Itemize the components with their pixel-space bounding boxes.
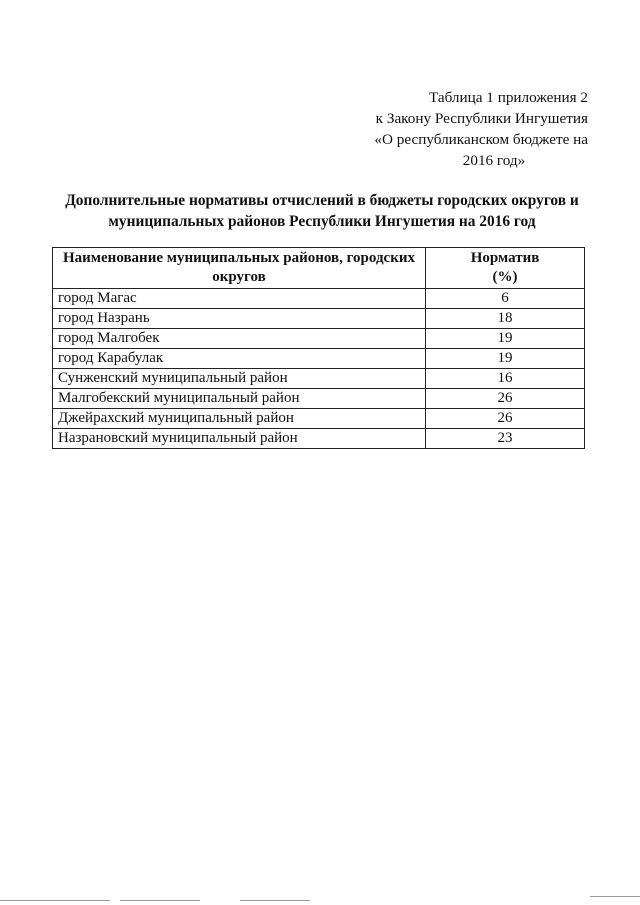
row-value-cell: 16 — [426, 369, 585, 389]
table-row — [53, 309, 585, 329]
row-name-cell: Джейрахский муниципальный район — [53, 409, 426, 429]
row-name-cell: Назрановский муниципальный район — [53, 429, 426, 449]
appendix-line-1: Таблица 1 приложения 2 — [428, 89, 588, 106]
row-value-cell: 23 — [426, 429, 585, 449]
scan-artifact-line — [240, 900, 310, 901]
row-name-cell: город Назрань — [53, 309, 426, 329]
row-name-cell: город Карабулак — [53, 349, 426, 369]
row-name-cell: город Малгобек — [53, 329, 426, 349]
header-name-line-2: округов — [212, 269, 266, 285]
row-value-cell: 19 — [426, 349, 585, 369]
header-name-cell — [53, 248, 426, 289]
row-name-cell: город Магас — [53, 289, 426, 309]
table-row — [53, 349, 585, 369]
row-name-cell: Малгобекский муниципальный район — [53, 389, 426, 409]
header-name-line-1: Наименование муниципальных районов, городских — [63, 250, 415, 266]
appendix-reference — [340, 87, 588, 171]
row-value-cell: 18 — [426, 309, 585, 329]
table-row — [53, 409, 585, 429]
table-header-row — [53, 248, 585, 289]
header-value-line-1: Норматив — [470, 250, 540, 266]
document-title — [52, 190, 592, 232]
row-value-cell: 26 — [426, 409, 585, 429]
table-row — [53, 289, 585, 309]
appendix-line-3: «О республиканском бюджете на — [374, 131, 588, 148]
appendix-line-4: 2016 год» — [462, 152, 526, 169]
table-row — [53, 429, 585, 449]
header-value-line-2: (%) — [492, 269, 518, 285]
row-value-cell: 6 — [426, 289, 585, 309]
header-value-cell — [426, 248, 585, 289]
row-value-cell: 19 — [426, 329, 585, 349]
scan-artifact-line — [120, 900, 200, 901]
scan-artifact-line — [0, 900, 110, 901]
table-row — [53, 369, 585, 389]
table-row — [53, 329, 585, 349]
table-row — [53, 389, 585, 409]
row-name-cell: Сунженский муниципальный район — [53, 369, 426, 389]
scan-artifact-line — [590, 896, 640, 897]
title-line-1: Дополнительные нормативы отчислений в бюджеты городских округов и — [65, 192, 579, 209]
appendix-line-2: к Закону Республики Ингушетия — [375, 110, 588, 127]
title-line-2: муниципальных районов Республики Ингушетия на 2016 год — [108, 213, 536, 230]
norms-table — [52, 247, 585, 449]
row-value-cell: 26 — [426, 389, 585, 409]
